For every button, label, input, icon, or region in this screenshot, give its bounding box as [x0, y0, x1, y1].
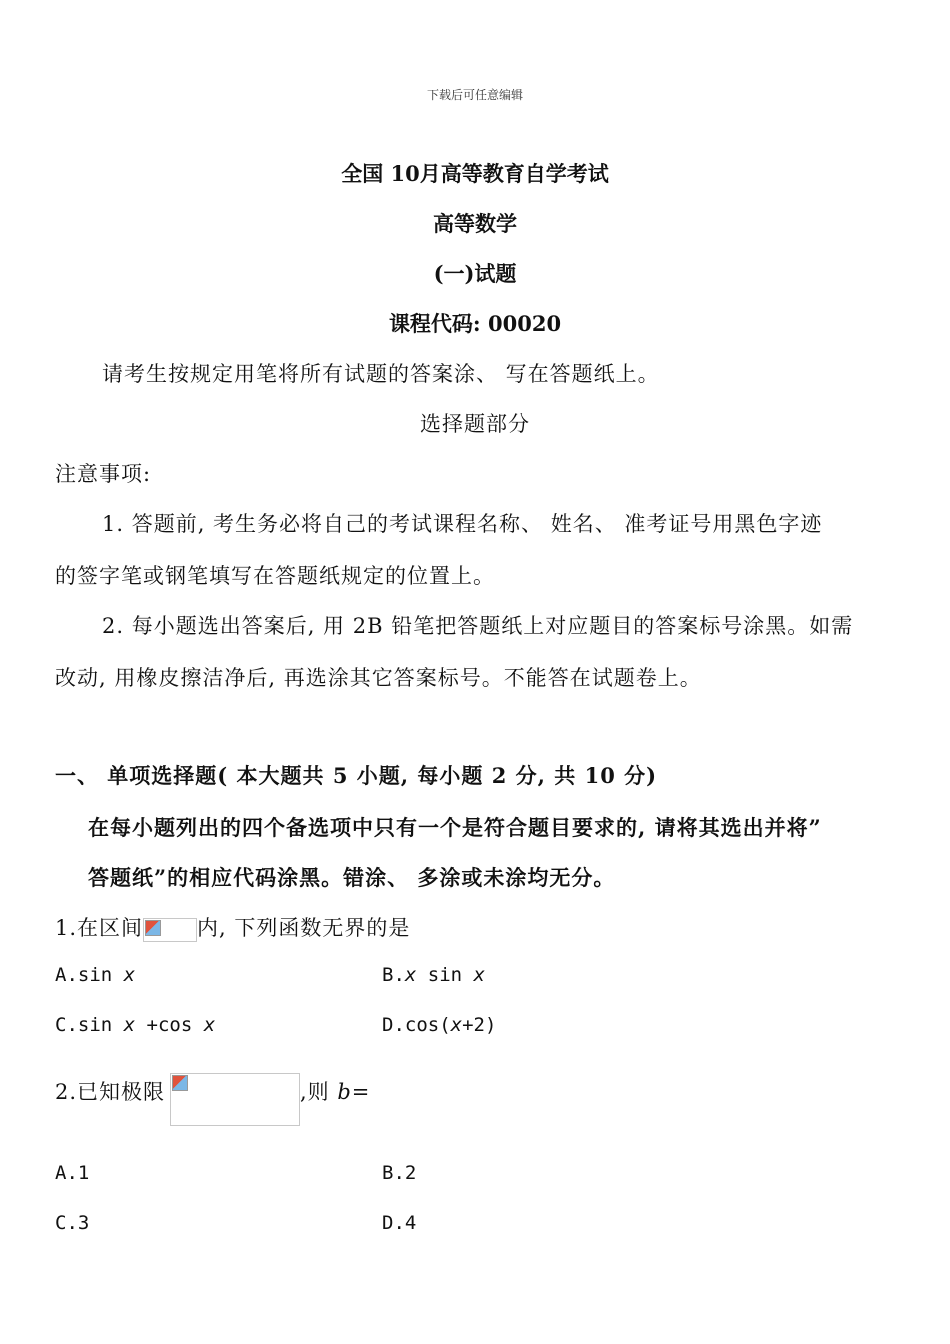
- q2-option-b[interactable]: B.2: [382, 1162, 417, 1184]
- subject-title: 高等数学: [433, 211, 517, 236]
- question-2: [55, 1076, 165, 1106]
- section-name: 选择题部分: [420, 412, 530, 436]
- interval-formula-image: [143, 918, 197, 942]
- part-one-desc-line2: 答题纸”的相应代码涂黑。错涂、 多涂或未涂均无分。: [88, 865, 616, 890]
- q1-option-a-label: A.sin: [55, 964, 124, 986]
- q1-option-d-var: x: [450, 1014, 463, 1036]
- q1-option-b-var2: x: [473, 964, 485, 986]
- notice-item2-line1: 2. 每小题选出答案后, 用 2B 铅笔把答题纸上对应题目的答案标号涂黑。如需: [102, 614, 854, 638]
- q1-option-b-var1: x: [404, 964, 417, 986]
- q1-option-c-label: C.sin: [55, 1014, 124, 1036]
- part-title: (一)试题: [433, 261, 517, 286]
- part-one-heading: 一、 单项选择题( 本大题共 5 小题, 每小题 2 分, 共 10 分): [55, 763, 658, 788]
- course-code: 课程代码: 00020: [388, 311, 562, 336]
- question-2-var: b=: [337, 1080, 371, 1104]
- question-1-prefix: 1.在区间: [55, 916, 144, 940]
- notice-item2-line2: 改动, 用橡皮擦洁净后, 再选涂其它答案标号。不能答在试题卷上。: [55, 666, 702, 690]
- q1-option-d-label: D.cos(: [382, 1014, 451, 1036]
- instruction-text: 请考生按规定用笔将所有试题的答案涂、 写在答题纸上。: [102, 362, 660, 386]
- q1-option-d-suffix: +2): [462, 1014, 497, 1036]
- q2-option-c[interactable]: C.3: [55, 1212, 90, 1234]
- q1-option-a-var: x: [123, 964, 136, 986]
- notice-item1-line2: 的签字笔或钢笔填写在答题纸规定的位置上。: [55, 564, 495, 588]
- broken-image-icon: [172, 1075, 188, 1091]
- q1-option-c-var1: x: [123, 1014, 136, 1036]
- q2-option-a[interactable]: A.1: [55, 1162, 90, 1184]
- q1-option-c-func: +cos: [135, 1014, 204, 1036]
- q1-option-c-var2: x: [203, 1014, 216, 1036]
- part-one-desc-line1: 在每小题列出的四个备选项中只有一个是符合题目要求的, 请将其选出并将”: [88, 815, 822, 840]
- broken-image-icon: [145, 920, 161, 936]
- limit-formula-image: [170, 1073, 298, 1124]
- header-note: 下载后可任意编辑: [426, 88, 523, 102]
- q1-option-b-func: sin: [416, 964, 474, 986]
- exam-title: 全国 10月高等教育自学考试: [341, 161, 609, 186]
- q1-option-b-label: B.: [382, 964, 405, 986]
- notice-heading: 注意事项:: [55, 462, 152, 486]
- question-1: [55, 912, 410, 942]
- notice-item1-line1: 1. 答题前, 考生务必将自己的考试课程名称、 姓名、 准考证号用黑色字迹: [102, 512, 823, 536]
- question-2-prefix: 2.已知极限: [55, 1080, 166, 1104]
- q1-option-a[interactable]: [55, 964, 135, 986]
- q1-option-d[interactable]: [382, 1014, 496, 1036]
- q2-option-d[interactable]: D.4: [382, 1212, 417, 1234]
- q1-option-b[interactable]: [382, 964, 485, 986]
- question-2-suffix: ,则: [300, 1080, 338, 1104]
- question-2-tail: [300, 1076, 370, 1106]
- question-1-suffix: 内, 下列函数无界的是: [197, 916, 411, 940]
- limit-formula-frame: [170, 1073, 300, 1126]
- q1-option-c[interactable]: [55, 1014, 215, 1036]
